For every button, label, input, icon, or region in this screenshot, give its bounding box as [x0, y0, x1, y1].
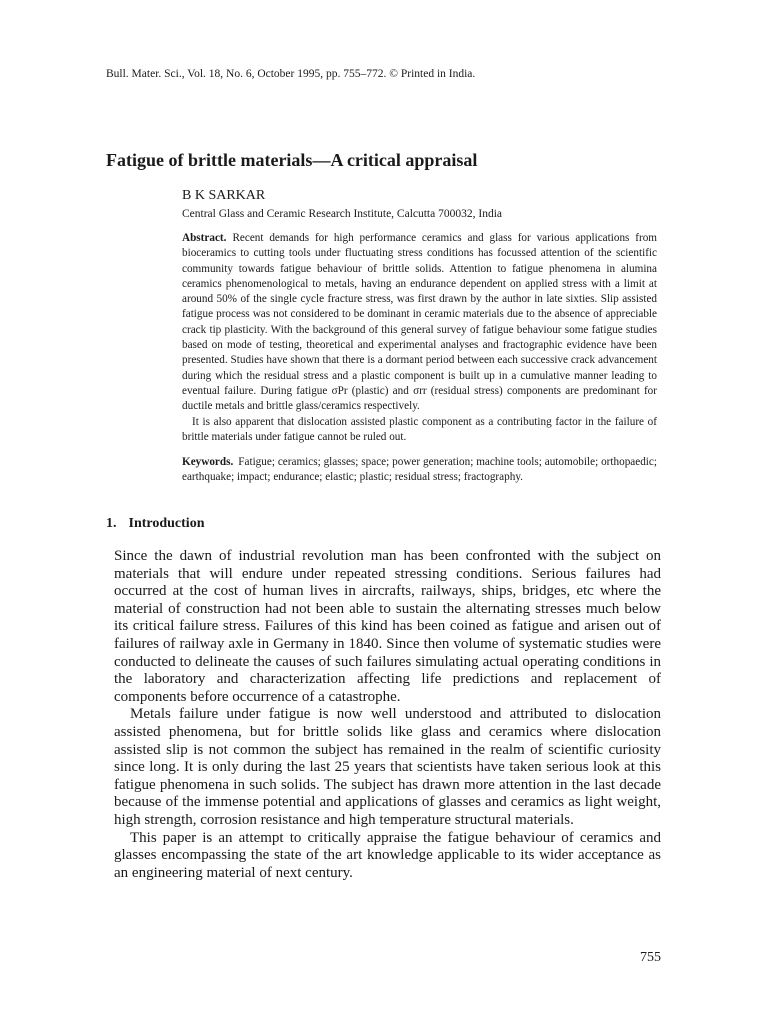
keywords	[182, 455, 657, 486]
abstract-text-1: Recent demands for high performance ceramics and glass for various applications from bioceramics to cutting tools under fluctuating stress conditions has focussed attention of the scientific community towards fatigue behaviour of brittle solids. Attention to fatigue phenomena in alumina ceramics phenomenological to metals, having an endurance dependent on applied stress with a limit at around 50% of the single cycle fracture stress, was first drawn by the author in late sixties. Slip assisted fatigue process was not considered to be dominant in ceramic materials due to the absence of appreciable crack tip plasticity. With the background of this general survey of fatigue behaviour some fatigue studies based on mode of testing, theoretical and experimental analyses and fractographic evidence have been presented. Studies have shown that there is a dormant period between each successive crack advancement during which the residual stress and a plastic component is built up in a cumulative manner leading to eventual failure. During fatigue σPr (plastic) and σrr (residual stress) components are predominant for ductile metals and brittle glass/ceramics respectively.	[182, 232, 657, 413]
abstract	[182, 231, 657, 445]
abstract-paragraph-1	[182, 231, 657, 415]
author-block	[182, 188, 657, 486]
page-number: 755	[640, 950, 661, 965]
section-title: Introduction	[128, 516, 205, 531]
paper-title: Fatigue of brittle materials—A critical appraisal	[106, 150, 478, 170]
body-paragraph-1: Since the dawn of industrial revolution man has been confronted with the subject on materials that will endure under repeated stressing conditions. Serious failures had occurred at the cost of human lives in aircrafts, railways, ships, bridges, etc where the material of construction had not been able to sustain the alternating stresses much below its critical failure stress. Failures of this kind has been coined as fatigue and arisen out of failures of railway axle in Germany in 1840. Since then volume of systematic studies were conducted to delineate the causes of such failures simulating actual operating conditions in the laboratory and characterization affecting life predictions and replacement of components before occurrence of a catastrophe.	[114, 548, 661, 705]
body-paragraph-3: This paper is an attempt to critically appraise the fatigue behaviour of ceramics and glasses encompassing the state of the art knowledge applicable to its wider acceptance as an engineering material of next century.	[114, 829, 661, 881]
abstract-label: Abstract.	[182, 232, 227, 244]
keywords-text: Fatigue; ceramics; glasses; space; power generation; machine tools; automobile; orthopaedic; earthquake; impact; endurance; elastic; plastic; residual stress; fractography.	[182, 456, 657, 484]
author-affiliation: Central Glass and Ceramic Research Institute, Calcutta 700032, India	[182, 208, 502, 220]
author-name: B K SARKAR	[182, 188, 266, 203]
body-paragraph-2: Metals failure under fatigue is now well understood and attributed to dislocation assisted phenomena, but for brittle solids like glass and ceramics where dislocation assisted slip is not common the subject has remained in the realm of scientific curiosity since long. It is only during the last 25 years that scientists have taken serious look at this fatigue phenomena in such solids. The subject has drawn more attention in the last decade because of the immense potential and applications of glasses and ceramics as light weight, high strength, corrosion resistance and high temperature structural materials.	[114, 706, 661, 828]
keywords-label: Keywords.	[182, 456, 234, 469]
journal-citation: Bull. Mater. Sci., Vol. 18, No. 6, October 1995, pp. 755–772. © Printed in India.	[106, 68, 476, 80]
introduction-body	[114, 548, 661, 882]
section-heading	[106, 516, 204, 532]
section-number: 1.	[106, 516, 117, 531]
abstract-paragraph-2: It is also apparent that dislocation assisted plastic component as a contributing factor in the failure of brittle materials under fatigue cannot be ruled out.	[182, 415, 657, 443]
